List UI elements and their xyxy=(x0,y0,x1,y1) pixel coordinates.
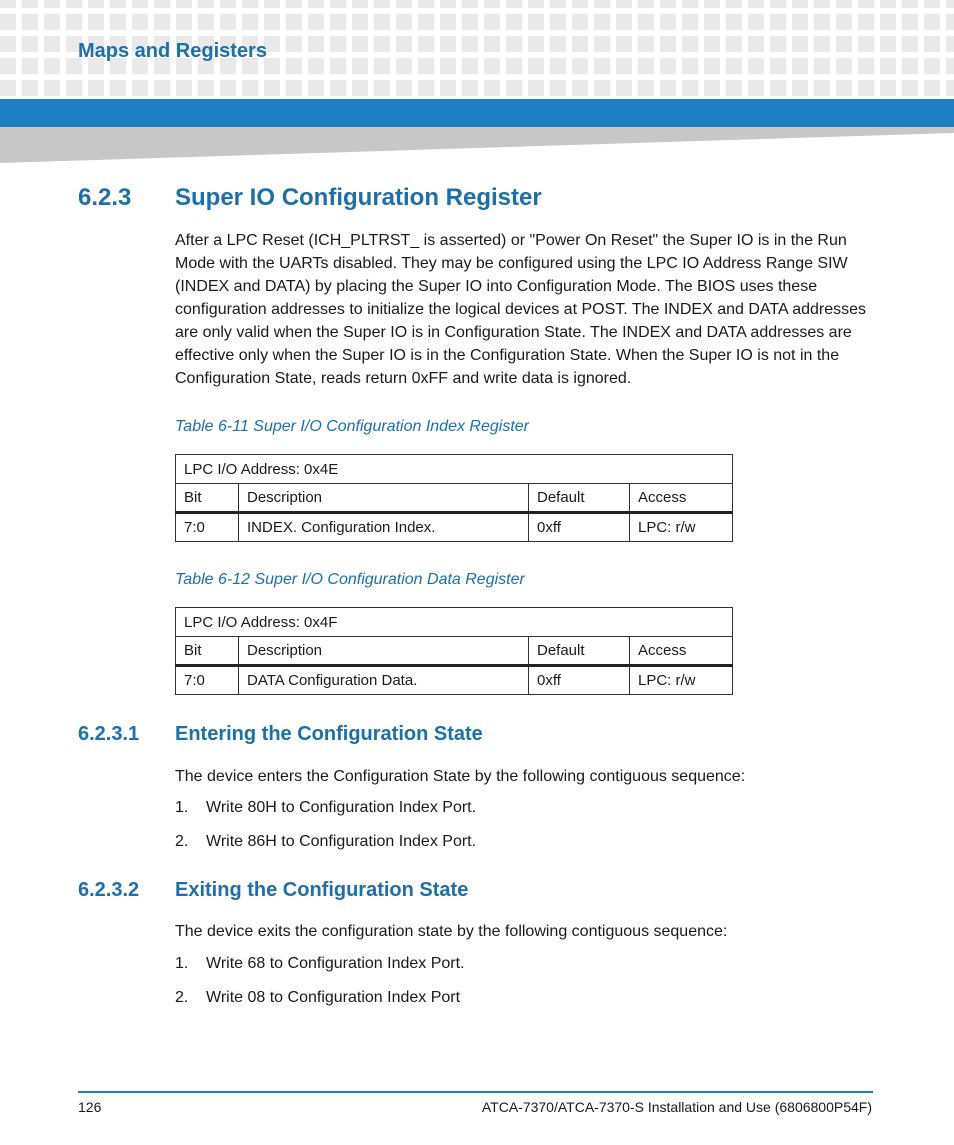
list-item: 1. Write 68 to Configuration Index Port. xyxy=(175,955,465,972)
subsection-number: 6.2.3.1 xyxy=(78,723,140,745)
list-item: 2. Write 08 to Configuration Index Port xyxy=(175,989,461,1006)
sub2-intro: The device exits the configuration state by the following contiguous sequence: xyxy=(175,923,728,940)
sub1-steps xyxy=(175,799,476,867)
subsection-title: Exiting the Configuration State xyxy=(175,879,469,901)
header-bar xyxy=(0,99,954,127)
table1-header-default: Default xyxy=(529,484,630,513)
table2-cell-bit: 7:0 xyxy=(176,666,239,695)
table1-header-description: Description xyxy=(239,484,529,513)
table2-caption: Table 6-12 Super I/O Configuration Data Register xyxy=(175,571,525,588)
subsection-title: Entering the Configuration State xyxy=(175,723,483,745)
subsection-heading-exiting xyxy=(78,879,468,902)
table1-cell-bit: 7:0 xyxy=(176,513,239,542)
section-number: 6.2.3 xyxy=(78,184,132,211)
table2-cell-access: LPC: r/w xyxy=(630,666,733,695)
subsection-number: 6.2.3.2 xyxy=(78,879,140,901)
table-row xyxy=(176,666,733,695)
table1-cell-description: INDEX. Configuration Index. xyxy=(239,513,529,542)
table2 xyxy=(175,607,733,695)
subsection-heading-entering xyxy=(78,723,483,746)
table1-header-bit: Bit xyxy=(176,484,239,513)
list-item: 1. Write 80H to Configuration Index Port. xyxy=(175,799,477,816)
table2-header-access: Access xyxy=(630,637,733,666)
footer-rule xyxy=(78,1091,873,1093)
header-sweep xyxy=(0,127,954,163)
table2-header-description: Description xyxy=(239,637,529,666)
table1-cell-default: 0xff xyxy=(529,513,630,542)
table2-header-default: Default xyxy=(529,637,630,666)
table2-address: LPC I/O Address: 0x4F xyxy=(176,608,733,637)
chapter-title: Maps and Registers xyxy=(78,40,267,62)
document-title: ATCA-7370/ATCA-7370-S Installation and Use (6806800P54F) xyxy=(481,1099,872,1115)
section-title: Super IO Configuration Register xyxy=(175,184,542,211)
page-number: 126 xyxy=(78,1099,102,1115)
table2-cell-default: 0xff xyxy=(529,666,630,695)
table1-header-access: Access xyxy=(630,484,733,513)
table1-address: LPC I/O Address: 0x4E xyxy=(176,455,733,484)
section-body: After a LPC Reset (ICH_PLTRST_ is asserted) or "Power On Reset" the Super IO is in the Run Mode with the UARTs disabled. They may be configured using the LPC IO Address Range SIW (INDEX and DATA) by placing the Super IO into Configuration Mode. The BIOS uses these configuration addresses to initialize the logical devices at POST. The INDEX and DATA addresses are only valid when the Super IO is in Configuration State. The INDEX and DATA addresses are effective only when the Super IO is in the Configuration State. When the Super IO is not in the Configuration State, reads return 0xFF and write data is ignored. xyxy=(175,232,867,387)
list-item: 2. Write 86H to Configuration Index Port. xyxy=(175,833,477,850)
table1-cell-access: LPC: r/w xyxy=(630,513,733,542)
section-heading xyxy=(78,184,542,212)
table1-caption: Table 6-11 Super I/O Configuration Index Register xyxy=(175,418,529,435)
table2-header-bit: Bit xyxy=(176,637,239,666)
sub1-intro: The device enters the Configuration State by the following contiguous sequence: xyxy=(175,768,746,785)
sub2-steps xyxy=(175,955,465,1023)
table2-cell-description: DATA Configuration Data. xyxy=(239,666,529,695)
table-row xyxy=(176,513,733,542)
table1 xyxy=(175,454,733,542)
